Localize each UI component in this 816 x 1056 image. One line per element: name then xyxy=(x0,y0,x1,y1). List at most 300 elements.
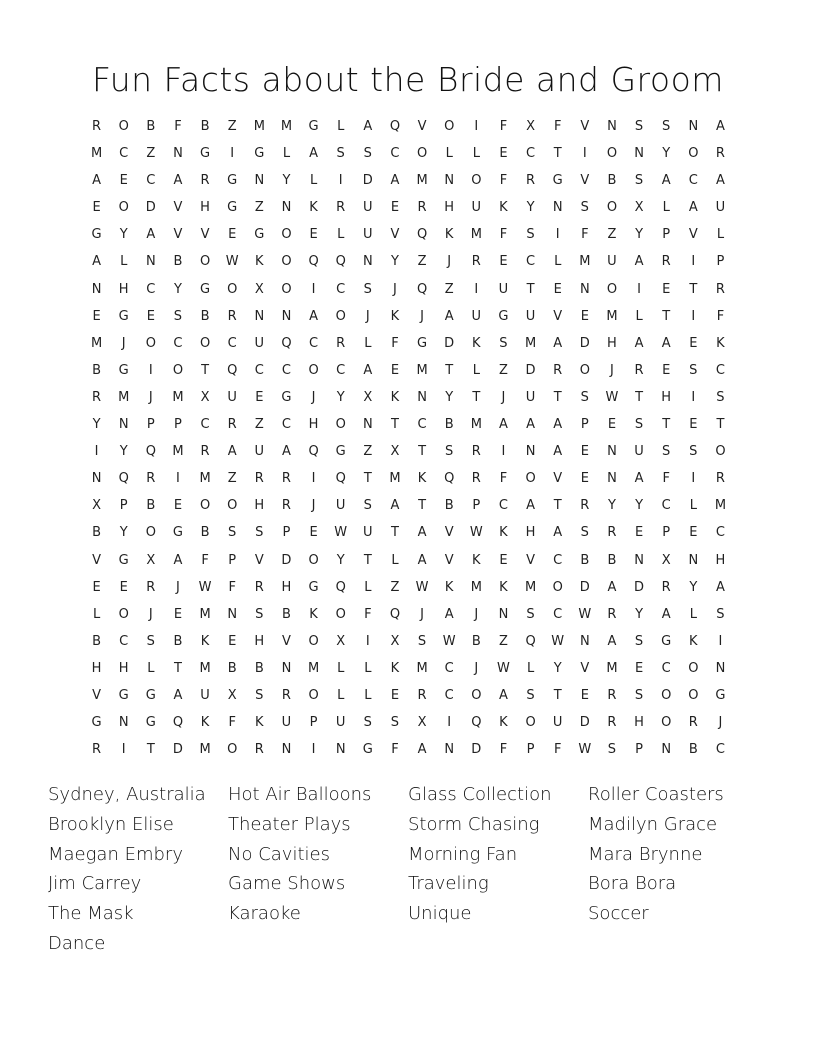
grid-cell[interactable]: B xyxy=(146,498,156,514)
grid-cell[interactable]: O xyxy=(145,525,156,541)
grid-cell[interactable]: A xyxy=(390,173,400,189)
grid-cell[interactable]: U xyxy=(227,389,237,405)
grid-cell[interactable]: E xyxy=(499,146,508,162)
grid-cell[interactable]: I xyxy=(474,119,479,134)
grid-cell[interactable]: T xyxy=(553,687,562,703)
grid-cell[interactable]: O xyxy=(688,687,699,703)
grid-cell[interactable]: D xyxy=(525,362,536,378)
grid-cell[interactable]: P xyxy=(119,498,128,514)
grid-cell[interactable]: R xyxy=(526,173,536,189)
grid-cell[interactable]: B xyxy=(607,173,617,189)
grid-cell[interactable]: Q xyxy=(172,715,184,731)
grid-cell[interactable]: N xyxy=(688,552,699,568)
grid-cell[interactable]: C xyxy=(173,335,183,351)
grid-cell[interactable]: R xyxy=(200,444,210,460)
grid-cell[interactable]: A xyxy=(715,119,725,134)
grid-cell[interactable]: P xyxy=(282,525,291,541)
grid-cell[interactable]: O xyxy=(281,281,292,297)
grid-cell[interactable]: T xyxy=(662,308,671,324)
grid-cell[interactable]: B xyxy=(444,417,454,433)
grid-cell[interactable]: T xyxy=(553,146,562,162)
grid-cell[interactable]: J xyxy=(148,606,153,622)
grid-cell[interactable]: B xyxy=(227,660,237,676)
grid-cell[interactable]: M xyxy=(416,660,428,676)
grid-cell[interactable]: U xyxy=(607,254,617,270)
grid-cell[interactable]: B xyxy=(471,633,481,649)
grid-cell[interactable]: E xyxy=(228,633,237,649)
grid-cell[interactable]: R xyxy=(146,471,156,487)
grid-cell[interactable]: W xyxy=(605,389,619,405)
grid-cell[interactable]: Z xyxy=(607,227,617,243)
grid-cell[interactable]: R xyxy=(607,606,617,622)
grid-cell[interactable]: A xyxy=(715,579,725,595)
grid-cell[interactable]: V xyxy=(281,633,291,649)
grid-cell[interactable]: V xyxy=(444,552,454,568)
grid-cell[interactable]: A xyxy=(498,417,508,433)
grid-cell[interactable]: F xyxy=(228,579,236,595)
grid-cell[interactable]: L xyxy=(391,552,399,568)
grid-cell[interactable]: C xyxy=(309,335,319,351)
grid-cell[interactable]: A xyxy=(526,498,536,514)
grid-cell[interactable]: T xyxy=(146,742,155,758)
grid-cell[interactable]: U xyxy=(471,200,482,216)
grid-cell[interactable]: E xyxy=(390,362,400,378)
grid-cell[interactable]: E xyxy=(689,335,698,351)
grid-cell[interactable]: C xyxy=(119,633,129,649)
grid-cell[interactable]: J xyxy=(393,281,397,297)
grid-cell[interactable]: B xyxy=(92,633,102,649)
grid-cell[interactable]: S xyxy=(526,606,535,622)
grid-cell[interactable]: B xyxy=(607,552,617,568)
grid-cell[interactable]: O xyxy=(579,362,590,378)
grid-cell[interactable]: U xyxy=(634,444,644,460)
grid-cell[interactable]: E xyxy=(255,389,264,405)
grid-cell[interactable]: V xyxy=(580,660,590,676)
grid-cell[interactable]: X xyxy=(417,715,427,731)
grid-cell[interactable]: J xyxy=(311,498,316,514)
grid-cell[interactable]: R xyxy=(281,471,291,487)
grid-cell[interactable]: K xyxy=(309,200,318,216)
grid-cell[interactable]: B xyxy=(92,362,102,378)
grid-cell[interactable]: P xyxy=(146,417,155,433)
grid-cell[interactable]: I xyxy=(691,254,696,270)
grid-cell[interactable]: K xyxy=(472,335,481,351)
grid-cell[interactable]: F xyxy=(391,335,399,351)
grid-cell[interactable]: C xyxy=(688,173,698,189)
grid-cell[interactable]: P xyxy=(472,498,481,514)
grid-cell[interactable]: N xyxy=(281,742,292,758)
grid-cell[interactable]: S xyxy=(363,715,372,731)
grid-cell[interactable]: Y xyxy=(635,227,644,243)
grid-cell[interactable]: P xyxy=(716,254,725,270)
grid-cell[interactable]: P xyxy=(635,742,643,758)
grid-cell[interactable]: R xyxy=(200,173,210,189)
grid-cell[interactable]: C xyxy=(498,498,508,514)
grid-cell[interactable]: I xyxy=(474,281,479,297)
grid-cell[interactable]: E xyxy=(173,606,183,622)
grid-cell[interactable]: N xyxy=(444,173,455,189)
grid-cell[interactable]: C xyxy=(715,362,725,378)
grid-cell[interactable]: O xyxy=(715,444,726,460)
grid-cell[interactable]: Z xyxy=(498,362,508,378)
grid-cell[interactable]: T xyxy=(716,417,725,433)
grid-cell[interactable]: A xyxy=(173,552,183,568)
grid-cell[interactable]: L xyxy=(92,606,101,622)
grid-cell[interactable]: S xyxy=(662,444,671,460)
grid-cell[interactable]: R xyxy=(471,444,481,460)
grid-cell[interactable]: U xyxy=(552,715,563,731)
grid-cell[interactable]: M xyxy=(470,227,482,243)
grid-cell[interactable]: N xyxy=(145,254,156,270)
grid-cell[interactable]: R xyxy=(281,687,291,703)
grid-cell[interactable]: P xyxy=(309,715,318,731)
grid-cell[interactable]: I xyxy=(311,281,316,297)
grid-cell[interactable]: R xyxy=(92,389,102,405)
grid-cell[interactable]: K xyxy=(255,715,264,731)
grid-cell[interactable]: G xyxy=(118,308,129,324)
grid-cell[interactable]: L xyxy=(337,119,345,134)
grid-cell[interactable]: S xyxy=(662,119,671,134)
grid-cell[interactable]: K xyxy=(689,633,698,649)
grid-cell[interactable]: G xyxy=(417,335,428,351)
grid-cell[interactable]: B xyxy=(173,633,183,649)
grid-cell[interactable]: C xyxy=(526,254,536,270)
grid-cell[interactable]: A xyxy=(444,308,454,324)
grid-cell[interactable]: R xyxy=(715,281,725,297)
grid-cell[interactable]: I xyxy=(311,742,316,758)
grid-cell[interactable]: M xyxy=(199,742,211,758)
grid-cell[interactable]: E xyxy=(662,362,671,378)
grid-cell[interactable]: R xyxy=(336,200,346,216)
grid-cell[interactable]: V xyxy=(553,471,563,487)
grid-cell[interactable]: I xyxy=(555,227,560,243)
grid-cell[interactable]: O xyxy=(227,742,238,758)
grid-cell[interactable]: D xyxy=(471,742,482,758)
grid-cell[interactable]: A xyxy=(92,254,102,270)
grid-cell[interactable]: C xyxy=(146,173,156,189)
grid-cell[interactable]: J xyxy=(474,660,479,676)
grid-cell[interactable]: S xyxy=(499,335,508,351)
grid-cell[interactable]: R xyxy=(281,498,291,514)
grid-cell[interactable]: A xyxy=(553,525,563,541)
grid-cell[interactable]: K xyxy=(200,633,210,649)
grid-cell[interactable]: C xyxy=(526,146,536,162)
grid-cell[interactable]: K xyxy=(417,471,427,487)
grid-cell[interactable]: N xyxy=(444,742,455,758)
grid-cell[interactable]: R xyxy=(661,579,671,595)
grid-cell[interactable]: X xyxy=(363,389,373,405)
grid-cell[interactable]: S xyxy=(634,687,644,703)
grid-cell[interactable]: N xyxy=(254,173,265,189)
grid-cell[interactable]: T xyxy=(635,389,644,405)
grid-cell[interactable]: I xyxy=(148,362,153,378)
grid-cell[interactable]: E xyxy=(634,660,644,676)
grid-cell[interactable]: O xyxy=(308,552,319,568)
grid-cell[interactable]: H xyxy=(118,660,129,676)
grid-cell[interactable]: N xyxy=(91,281,102,297)
grid-cell[interactable]: G xyxy=(254,227,265,243)
grid-cell[interactable]: J xyxy=(718,715,723,731)
grid-cell[interactable]: R xyxy=(553,362,563,378)
grid-cell[interactable]: N xyxy=(607,444,617,460)
grid-cell[interactable]: U xyxy=(200,687,210,703)
grid-cell[interactable]: S xyxy=(689,362,698,378)
grid-cell[interactable]: A xyxy=(553,444,563,460)
grid-cell[interactable]: I xyxy=(94,444,99,460)
grid-cell[interactable]: J xyxy=(474,606,479,622)
grid-cell[interactable]: W xyxy=(497,660,510,676)
grid-cell[interactable]: J xyxy=(311,389,316,405)
grid-cell[interactable]: M xyxy=(199,471,211,487)
grid-cell[interactable]: R xyxy=(471,254,481,270)
grid-cell[interactable]: W xyxy=(551,633,565,649)
grid-cell[interactable]: O xyxy=(281,227,292,243)
grid-cell[interactable]: S xyxy=(634,633,644,649)
grid-cell[interactable]: S xyxy=(363,498,372,514)
grid-cell[interactable]: N xyxy=(417,389,427,405)
grid-cell[interactable]: F xyxy=(499,119,508,134)
grid-cell[interactable]: H xyxy=(254,498,265,514)
grid-cell[interactable]: G xyxy=(172,525,183,541)
grid-cell[interactable]: D xyxy=(145,200,156,216)
grid-cell[interactable]: L xyxy=(337,687,345,703)
grid-cell[interactable]: F xyxy=(364,606,372,622)
grid-cell[interactable]: M xyxy=(280,119,293,134)
grid-cell[interactable]: J xyxy=(420,606,424,622)
grid-cell[interactable]: Z xyxy=(363,444,373,460)
grid-cell[interactable]: A xyxy=(661,335,671,351)
grid-cell[interactable]: U xyxy=(363,227,373,243)
grid-cell[interactable]: A xyxy=(634,254,644,270)
grid-cell[interactable]: N xyxy=(607,471,617,487)
grid-cell[interactable]: N xyxy=(552,200,563,216)
grid-cell[interactable]: G xyxy=(308,579,319,595)
grid-cell[interactable]: L xyxy=(716,227,725,243)
grid-cell[interactable]: H xyxy=(91,660,102,676)
grid-cell[interactable]: Q xyxy=(416,281,428,297)
grid-cell[interactable]: O xyxy=(525,471,536,487)
grid-cell[interactable]: P xyxy=(228,552,237,568)
grid-cell[interactable]: E xyxy=(662,281,671,297)
grid-cell[interactable]: L xyxy=(282,146,291,162)
grid-cell[interactable]: L xyxy=(364,660,372,676)
grid-cell[interactable]: E xyxy=(499,552,508,568)
grid-cell[interactable]: R xyxy=(607,715,617,731)
grid-cell[interactable]: H xyxy=(444,200,455,216)
grid-cell[interactable]: O xyxy=(199,335,211,351)
grid-cell[interactable]: O xyxy=(227,498,238,514)
grid-cell[interactable]: O xyxy=(145,335,156,351)
grid-cell[interactable]: C xyxy=(444,660,454,676)
grid-cell[interactable]: T xyxy=(390,525,399,541)
grid-cell[interactable]: R xyxy=(417,687,427,703)
grid-cell[interactable]: N xyxy=(688,119,699,134)
grid-cell[interactable]: R xyxy=(607,525,617,541)
grid-cell[interactable]: C xyxy=(200,417,210,433)
grid-cell[interactable]: X xyxy=(526,119,536,134)
grid-cell[interactable]: D xyxy=(281,552,292,568)
grid-cell[interactable]: G xyxy=(91,227,102,243)
grid-cell[interactable]: U xyxy=(525,308,536,324)
grid-cell[interactable]: H xyxy=(634,715,644,731)
grid-cell[interactable]: I xyxy=(691,471,696,487)
grid-cell[interactable]: X xyxy=(200,389,210,405)
grid-cell[interactable]: Y xyxy=(689,579,698,595)
grid-cell[interactable]: V xyxy=(553,308,563,324)
grid-cell[interactable]: L xyxy=(554,254,562,270)
grid-cell[interactable]: M xyxy=(172,389,184,405)
grid-cell[interactable]: P xyxy=(662,525,671,541)
grid-cell[interactable]: N xyxy=(607,119,617,134)
grid-cell[interactable]: N xyxy=(254,308,265,324)
grid-cell[interactable]: C xyxy=(661,498,671,514)
grid-cell[interactable]: L xyxy=(337,660,345,676)
grid-cell[interactable]: V xyxy=(173,200,183,216)
grid-cell[interactable]: J xyxy=(176,579,180,595)
grid-cell[interactable]: V xyxy=(200,227,210,243)
grid-cell[interactable]: Z xyxy=(227,471,237,487)
grid-cell[interactable]: M xyxy=(606,660,618,676)
grid-cell[interactable]: Y xyxy=(607,498,616,514)
grid-cell[interactable]: V xyxy=(390,227,400,243)
grid-cell[interactable]: Y xyxy=(390,254,399,270)
grid-cell[interactable]: A xyxy=(417,742,427,758)
grid-cell[interactable]: X xyxy=(336,633,346,649)
grid-cell[interactable]: M xyxy=(199,606,211,622)
grid-cell[interactable]: Z xyxy=(498,633,508,649)
grid-cell[interactable]: A xyxy=(553,335,563,351)
grid-cell[interactable]: K xyxy=(444,227,454,243)
grid-cell[interactable]: T xyxy=(445,362,454,378)
grid-cell[interactable]: S xyxy=(526,687,535,703)
grid-cell[interactable]: V xyxy=(580,119,590,134)
grid-cell[interactable]: P xyxy=(580,417,589,433)
grid-cell[interactable]: O xyxy=(199,498,211,514)
grid-cell[interactable]: G xyxy=(362,742,373,758)
grid-cell[interactable]: Q xyxy=(308,254,319,270)
grid-cell[interactable]: I xyxy=(176,471,180,487)
grid-cell[interactable]: Y xyxy=(119,444,128,460)
grid-cell[interactable]: Y xyxy=(336,389,345,405)
grid-cell[interactable]: Y xyxy=(635,498,644,514)
grid-cell[interactable]: E xyxy=(634,525,644,541)
grid-cell[interactable]: O xyxy=(227,281,238,297)
grid-cell[interactable]: P xyxy=(526,742,535,758)
grid-cell[interactable]: A xyxy=(607,579,617,595)
grid-cell[interactable]: S xyxy=(716,389,725,405)
grid-cell[interactable]: A xyxy=(146,227,156,243)
grid-cell[interactable]: M xyxy=(579,254,591,270)
grid-cell[interactable]: K xyxy=(200,715,210,731)
grid-cell[interactable]: B xyxy=(200,525,210,541)
grid-cell[interactable]: N xyxy=(362,254,373,270)
grid-cell[interactable]: C xyxy=(336,362,346,378)
grid-cell[interactable]: L xyxy=(662,200,670,216)
grid-cell[interactable]: Q xyxy=(471,715,482,731)
grid-cell[interactable]: C xyxy=(336,281,346,297)
grid-cell[interactable]: R xyxy=(254,579,264,595)
grid-cell[interactable]: B xyxy=(688,742,698,758)
grid-cell[interactable]: F xyxy=(553,119,562,134)
grid-cell[interactable]: S xyxy=(390,715,400,731)
grid-cell[interactable]: K xyxy=(255,254,264,270)
grid-cell[interactable]: O xyxy=(416,146,428,162)
grid-cell[interactable]: E xyxy=(146,308,155,324)
grid-cell[interactable]: C xyxy=(390,146,400,162)
grid-cell[interactable]: C xyxy=(444,687,454,703)
grid-cell[interactable]: M xyxy=(470,417,482,433)
grid-cell[interactable]: G xyxy=(552,173,563,189)
grid-cell[interactable]: Q xyxy=(335,254,346,270)
grid-cell[interactable]: N xyxy=(173,146,183,162)
grid-cell[interactable]: E xyxy=(309,227,318,243)
grid-cell[interactable]: F xyxy=(662,471,670,487)
grid-cell[interactable]: N xyxy=(579,633,590,649)
grid-cell[interactable]: Q xyxy=(416,227,428,243)
grid-cell[interactable]: V xyxy=(173,227,183,243)
grid-cell[interactable]: Y xyxy=(92,417,101,433)
grid-cell[interactable]: M xyxy=(416,362,428,378)
grid-cell[interactable]: S xyxy=(228,525,237,541)
grid-cell[interactable]: O xyxy=(281,254,292,270)
grid-cell[interactable]: R xyxy=(715,146,725,162)
grid-cell[interactable]: L xyxy=(472,146,480,162)
grid-cell[interactable]: B xyxy=(200,119,210,134)
grid-cell[interactable]: B xyxy=(254,660,264,676)
grid-cell[interactable]: B xyxy=(200,308,210,324)
grid-cell[interactable]: A xyxy=(309,308,319,324)
grid-cell[interactable]: R xyxy=(227,308,237,324)
grid-cell[interactable]: R xyxy=(580,498,590,514)
grid-cell[interactable]: F xyxy=(716,308,725,324)
grid-cell[interactable]: S xyxy=(689,444,698,460)
grid-cell[interactable]: Y xyxy=(173,281,182,297)
grid-cell[interactable]: V xyxy=(92,687,102,703)
grid-cell[interactable]: A xyxy=(553,417,563,433)
grid-cell[interactable]: M xyxy=(606,308,618,324)
grid-cell[interactable]: K xyxy=(472,552,481,568)
grid-cell[interactable]: O xyxy=(335,308,346,324)
grid-cell[interactable]: I xyxy=(501,444,506,460)
grid-cell[interactable]: O xyxy=(118,606,129,622)
grid-cell[interactable]: T xyxy=(173,660,182,676)
grid-cell[interactable]: S xyxy=(363,281,372,297)
grid-cell[interactable]: F xyxy=(391,742,399,758)
grid-cell[interactable]: F xyxy=(228,715,236,731)
grid-cell[interactable]: G xyxy=(254,146,265,162)
grid-cell[interactable]: L xyxy=(337,227,345,243)
grid-cell[interactable]: Y xyxy=(119,227,128,243)
grid-cell[interactable]: U xyxy=(498,281,509,297)
grid-cell[interactable]: S xyxy=(173,308,183,324)
grid-cell[interactable]: N xyxy=(661,742,672,758)
grid-cell[interactable]: S xyxy=(634,119,644,134)
grid-cell[interactable]: Q xyxy=(335,471,346,487)
grid-cell[interactable]: U xyxy=(281,715,292,731)
grid-cell[interactable]: X xyxy=(390,633,400,649)
grid-cell[interactable]: I xyxy=(691,389,696,405)
grid-cell[interactable]: I xyxy=(447,715,452,731)
grid-cell[interactable]: O xyxy=(199,254,211,270)
grid-cell[interactable]: S xyxy=(255,606,264,622)
grid-cell[interactable]: C xyxy=(227,335,237,351)
grid-cell[interactable]: A xyxy=(661,173,671,189)
grid-cell[interactable]: A xyxy=(363,119,373,134)
grid-cell[interactable]: G xyxy=(308,119,319,134)
grid-cell[interactable]: I xyxy=(121,742,126,758)
grid-cell[interactable]: N xyxy=(281,660,292,676)
grid-cell[interactable]: J xyxy=(420,308,424,324)
